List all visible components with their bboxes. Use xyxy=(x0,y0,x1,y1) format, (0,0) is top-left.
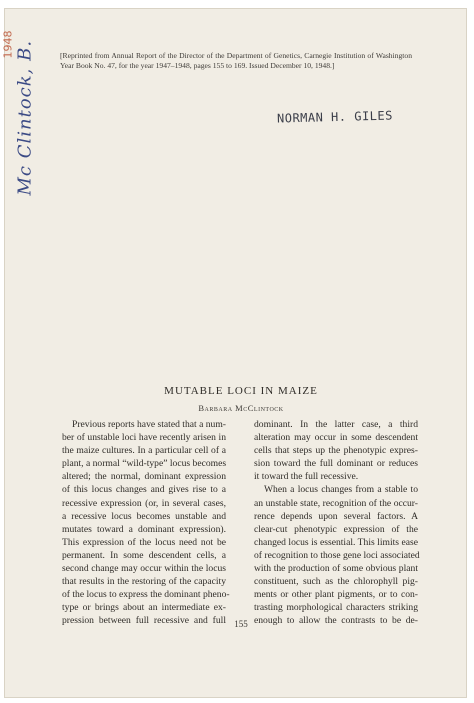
reprint-notice: [Reprinted from Annual Report of the Director of the Department of Genetics, Carnegie Institution of Washington Year Book No. 47, for the year 1947–1948, pages 155 to 169. Issued December 10, 1948.] xyxy=(60,51,412,70)
text-line: Previous reports have stated that a num- xyxy=(72,419,226,430)
article-author xyxy=(4,403,474,413)
text-line: type or brings about an intermediate ex- xyxy=(62,602,226,614)
handwritten-author-text: Mc Clintock, B. xyxy=(14,39,36,196)
page-number: 155 xyxy=(234,619,248,629)
text-line: This expression of the locus need not be xyxy=(62,536,226,548)
text-line: the maize cultures. In a particular cell of a xyxy=(62,445,226,457)
text-line: rence depends upon several factors. A xyxy=(254,510,418,522)
text-line: mutates toward a dominant expression). xyxy=(62,523,226,535)
text-line: permanent. In some descendent cells, a xyxy=(62,549,226,561)
author-name: Barbara McClintock xyxy=(198,403,284,413)
text-line: alteration may occur in some descendent xyxy=(254,432,418,444)
text-line: second change may occur within the locus xyxy=(62,563,226,575)
owner-stamp: NORMAN H. GILES xyxy=(276,108,394,126)
text-line: changed locus is essential. This limits ease xyxy=(254,536,418,548)
text-line: trasting morphological characters striking xyxy=(254,602,418,614)
text-line: recessive expression (or, in several cases, xyxy=(62,497,226,509)
text-line: altered; the normal, dominant expression xyxy=(62,471,226,483)
text-line: of this locus changes and gives rise to a xyxy=(62,484,226,496)
text-line: cells that steps up the phenotypic expres- xyxy=(254,445,418,457)
text-line: of the locus to express the dominant pheno- xyxy=(62,589,230,601)
right-text-column xyxy=(254,418,418,628)
article-title: MUTABLE LOCI IN MAIZE xyxy=(164,385,318,397)
text-line: sion toward the full dominant or reduces xyxy=(254,458,418,470)
text-line: enough to allow the contrasts to be de- xyxy=(254,615,418,627)
text-line: of recognition to those gene loci associated xyxy=(254,549,420,561)
handwritten-year-mark xyxy=(1,18,30,78)
text-line: an unstable state, recognition of the occur- xyxy=(254,497,418,509)
text-line: ments or other plant pigments, or to con- xyxy=(254,589,418,601)
text-line: dominant. In the latter case, a third xyxy=(254,419,418,430)
text-line: it toward the full recessive. xyxy=(254,471,359,483)
left-text-column xyxy=(62,418,230,628)
handwritten-year-text: 1948 xyxy=(1,30,15,59)
text-line: with the production of some obvious plant xyxy=(254,563,418,575)
text-line: a recessive locus becomes unstable and xyxy=(62,510,226,522)
document-page xyxy=(1,8,467,698)
text-line: pression between full recessive and full xyxy=(62,615,226,627)
text-line: When a locus changes from a stable to xyxy=(264,484,418,496)
text-line: plant, a normal “wild-type” locus becomes xyxy=(62,458,227,470)
text-line: ber of unstable loci have recently arisen in xyxy=(62,432,226,444)
text-line: constituent, such as the chlorophyll pig- xyxy=(254,576,418,588)
text-line: clear-cut phenotypic expression of the xyxy=(254,523,418,535)
text-line: that results in the restoring of the capacity xyxy=(62,576,226,588)
